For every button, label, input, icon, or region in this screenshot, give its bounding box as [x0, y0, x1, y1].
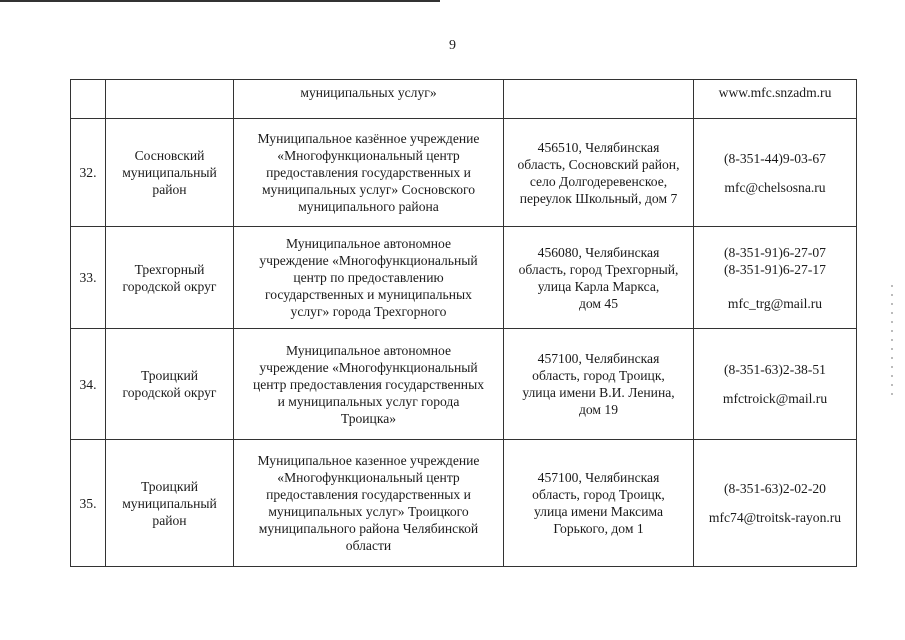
- organization-line: области: [345, 538, 392, 553]
- district-cell: [106, 80, 234, 119]
- address-line: область, город Троицк,: [532, 368, 665, 383]
- table-row: [71, 227, 857, 329]
- mfc-table: [70, 79, 857, 567]
- organization-line: муниципальных услуг» Троицкого: [268, 504, 469, 519]
- table-row-continuation: [71, 80, 857, 119]
- address-line: улица Карла Маркса,: [537, 278, 660, 294]
- phone-number: (8-351-91)6-27-07: [724, 244, 826, 260]
- organization-line: Муниципальное автономное: [285, 342, 452, 358]
- district-cell: [106, 329, 234, 440]
- address-line: 456510, Челябинская: [537, 139, 660, 155]
- address-line: улица имени Максима: [533, 504, 664, 519]
- district-line: Трехгорный: [134, 261, 205, 277]
- address-line: область, Сосновский район,: [517, 156, 680, 172]
- organization-line: муниципальных услуг»: [300, 85, 437, 100]
- row-number-cell: 33.: [71, 227, 106, 329]
- email-link[interactable]: mfc@chelsosna.ru: [724, 179, 826, 195]
- organization-line: центр предоставления государственных: [252, 376, 485, 392]
- address-line: село Долгодеревенское,: [529, 173, 668, 189]
- organization-line: «Многофункциональный центр: [277, 470, 460, 485]
- address-cell: [504, 119, 694, 227]
- row-number-cell: 34.: [71, 329, 106, 440]
- table-row: [71, 329, 857, 440]
- organization-cell: [234, 227, 504, 329]
- district-line: Сосновский: [134, 148, 205, 163]
- organization-line: предоставления государственных и: [266, 487, 471, 502]
- district-cell: [106, 119, 234, 227]
- organization-line: муниципальных услуг» Сосновского: [261, 182, 476, 197]
- organization-cell: [234, 119, 504, 227]
- phone-number: (8-351-63)2-38-51: [724, 362, 826, 377]
- district-line: район: [152, 182, 187, 197]
- organization-line: муниципального района: [298, 199, 439, 214]
- phone-number: (8-351-91)6-27-17: [724, 261, 826, 277]
- district-cell: [106, 440, 234, 567]
- address-line: область, город Трехгорный,: [518, 261, 679, 277]
- organization-line: «Многофункциональный центр: [277, 148, 460, 163]
- row-number-cell: [71, 80, 106, 119]
- district-line: городской округ: [122, 278, 217, 294]
- address-line: улица имени В.И. Ленина,: [522, 385, 675, 400]
- organization-line: Муниципальное казённое учреждение: [257, 131, 480, 146]
- organization-line: Муниципальное казенное учреждение: [257, 453, 480, 468]
- table-row: [71, 440, 857, 567]
- address-cell: [504, 80, 694, 119]
- address-line: область, город Троицк,: [532, 487, 665, 502]
- address-line: переулок Школьный, дом 7: [519, 190, 678, 206]
- organization-line: центр по предоставлению: [293, 270, 444, 285]
- row-number-cell: 35.: [71, 440, 106, 567]
- contact-cell: [694, 80, 857, 119]
- organization-line: государственных и муниципальных: [265, 287, 472, 302]
- organization-line: и муниципальных услуг города: [277, 393, 460, 409]
- phone-number: (8-351-44)9-03-67: [724, 150, 826, 166]
- contact-cell: [694, 119, 857, 227]
- top-rule: [0, 0, 440, 2]
- table-row: [71, 119, 857, 227]
- district-line: район: [152, 512, 187, 528]
- organization-line: предоставления государственных и: [266, 165, 471, 180]
- phone-number: (8-351-63)2-02-20: [724, 481, 826, 496]
- address-line: дом 45: [578, 295, 619, 311]
- scan-margin-marks: [891, 285, 893, 395]
- organization-cell: [234, 80, 504, 119]
- page-number: 9: [449, 38, 456, 53]
- address-line: 457100, Челябинская: [537, 351, 660, 366]
- row-number-cell: 32.: [71, 119, 106, 227]
- address-line: Горького, дом 1: [553, 521, 644, 536]
- address-cell: [504, 440, 694, 567]
- email-link[interactable]: mfc74@troitsk-rayon.ru: [708, 510, 842, 525]
- email-link[interactable]: mfctroick@mail.ru: [722, 391, 828, 406]
- district-line: муниципальный: [122, 165, 217, 180]
- district-line: Троицкий: [140, 368, 199, 383]
- address-cell: [504, 329, 694, 440]
- district-cell: [106, 227, 234, 329]
- contact-cell: [694, 440, 857, 567]
- address-cell: [504, 227, 694, 329]
- organization-line: Муниципальное автономное: [285, 236, 452, 251]
- organization-line: Троицка»: [340, 410, 397, 426]
- organization-cell: [234, 329, 504, 440]
- organization-line: учреждение «Многофункциональный: [259, 359, 478, 375]
- organization-line: муниципального района Челябинской: [258, 521, 479, 536]
- email-link[interactable]: mfc_trg@mail.ru: [727, 295, 823, 311]
- organization-cell: [234, 440, 504, 567]
- address-line: дом 19: [578, 402, 619, 417]
- address-line: 457100, Челябинская: [537, 470, 660, 485]
- district-line: городской округ: [122, 385, 217, 400]
- district-line: Троицкий: [140, 478, 199, 494]
- address-line: 456080, Челябинская: [537, 244, 660, 260]
- district-line: муниципальный: [122, 495, 217, 511]
- organization-line: услуг» города Трехгорного: [290, 304, 447, 319]
- organization-line: учреждение «Многофункциональный: [259, 253, 478, 268]
- contact-cell: [694, 227, 857, 329]
- website-link[interactable]: www.mfc.snzadm.ru: [718, 85, 832, 100]
- contact-cell: [694, 329, 857, 440]
